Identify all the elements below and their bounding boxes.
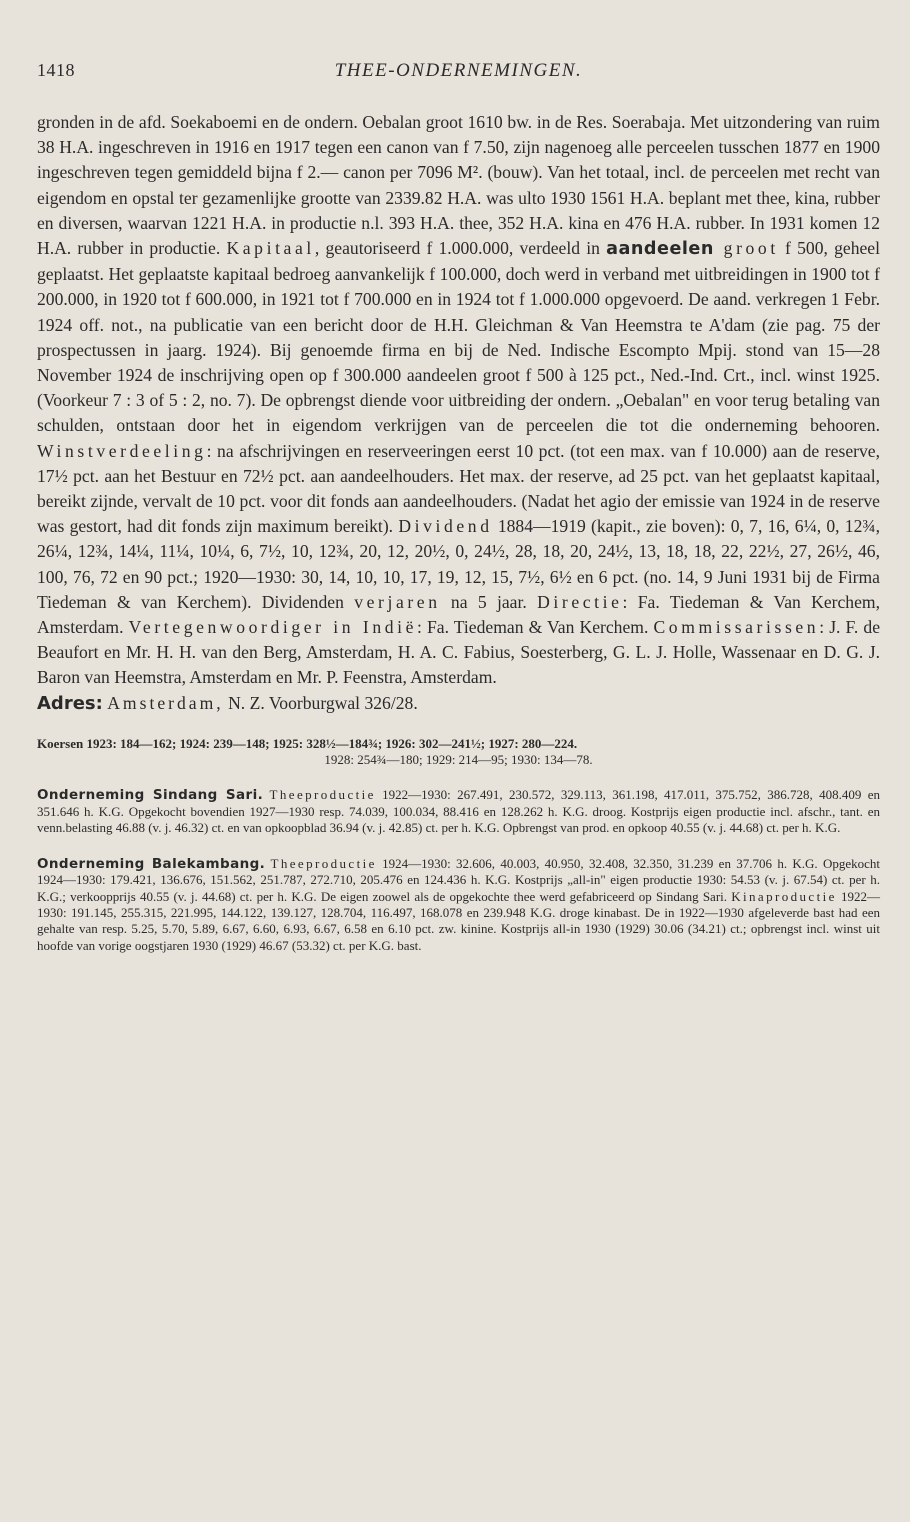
address-line [37,691,880,716]
kapitaal-label: Kapitaal [226,238,315,259]
text-segment: : Fa. Tiedeman & Van Kerchem. [417,617,654,638]
vertegenwoordiger-label: Vertegenwoordiger in Indië [128,617,418,638]
page-header [37,60,880,88]
aandeelen-label: aandeelen [606,239,714,260]
text-segment: : na afschrijvingen en reserveeringen eerst 10 pct. (tot een max. van f 10.000) aan de reserve, 17½ pct. aan het Bestuur en 72½ pct. aan aandeelhouders. Het max. der reserve, ad 25 pct. van het geplaatst kapitaal, bereikt zijnde, vervalt de 10 pct. voor dit fonds aan aandeelhouders. (Nadat het agio der emissie van 1924 in de reserve was gestort, had dit fonds zijn maximum bereikt). [37,440,880,537]
company-description [37,110,880,691]
text-segment: gronden in de afd. Soekaboemi en de ondern. Oebalan groot 1610 bw. in de Res. Soerabaja. Met uitzondering van ruim 38 H.A. ingeschreven in 1916 en 1917 tegen een canon van f 7.50, zijn nagenoeg alle perceelen tusschen 1877 en 1900 ingeschreven tegen gemiddeld bijna f 2.— canon per 7096 M². (bouw). Van het totaal, incl. de perceelen met recht van eigendom en opstal ter gezamenlijke grootte van 2339.82 H.A. was ulto 1930 1561 H.A. beplant met thee, kina, rubber en diversen, waarvan 1221 H.A. in productie n.l. 393 H.A. thee, 352 H.A. kina en 476 H.A. rubber. In 1931 komen 12 H.A. rubber in productie. [37,112,880,259]
winstverdeeling-label: Winstverdeeling [37,440,207,461]
verjaren-label: verjaren [354,591,441,612]
sindang-sari-section [37,787,880,836]
text-segment: f 500, geheel geplaatst. Het geplaatste kapitaal bedroeg aanvankelijk f 100.000, doch werd in verband met uitbreidingen in 1900 tot f 200.000, in 1920 tot f 600.000, in 1921 tot f 700.000 en in 1924 tot f 1.000.000 opgevoerd. De aand. verkregen 1 Febr. 1924 off. not., na publicatie van een bericht door de H.H. Gleichman & Van Heemstra te A'dam (zie pag. 75 der prospectussen in jaarg. 1924). Bij genoemde firma en bij de Ned. Indische Escompto Mpij. stond van 15—28 November 1924 de inschrijving open op f 300.000 aandeelen groot f 500 à 125 pct., Ned.-Ind. Crt., incl. winst 1925. (Voorkeur 7 : 3 of 5 : 2, no. 7). De opbrengst diende voor uitbreiding der ondern. „Oebalan" en voor terug betaling van schulden, ontstaan door het in eigendom verkrijgen van de perceelen die tot die onderneming behooren. [37,238,880,436]
kina-production-label: Kinaproductie [731,888,837,904]
balekambang-tea-production-label: Theeproductie [270,855,377,871]
text-segment: : J. F. de Beaufort en Mr. H. H. van den Berg, Amsterdam, H. A. C. Fabius, Soesterberg, G. L. J. Holle, Wassenaar en D. G. J. Baron van Heemstra, Amsterdam en Mr. P. Feenstra, Amsterdam. [37,617,881,688]
directie-label: Directie [537,591,623,612]
groot-label: groot [713,238,779,259]
address-label: Adres: [37,692,103,714]
text-segment: na 5 jaar. [440,591,538,612]
dividend-label: Dividend [398,516,493,537]
commissarissen-label: Commissarissen [653,617,820,638]
koersen-line-1: Koersen 1923: 184—162; 1924: 239—148; 1925: 328½—184¾; 1926: 302—241½; 1927: 280—224. [37,735,578,751]
balekambang-title: Onderneming Balekambang. [37,855,266,872]
text-segment: : Fa. Tiedeman & Van Kerchem, Amsterdam. [37,591,880,638]
sindang-sari-title: Onderneming Sindang Sari. [37,787,264,804]
address-street: N. Z. Voorburgwal 326/28. [223,692,418,713]
koersen-section [37,736,880,769]
balekambang-text-1: 1924—1930: 32.606, 40.003, 40.950, 32.408, 32.350, 31.239 en 37.706 h. K.G. Opgekocht 1924—1930: 179.421, 136.676, 151.562, 251.787, 272.710, 205.476 en 124.436 h. K.G. Kostprijs „all-in" eigen productie 1930: 54.53 (v. j. 67.54) ct. per h. K.G.; verkoopprijs 40.55 (v. j. 44.68) ct. per h. K.G. De eigen zoowel als de opgekochte thee werd gefabriceerd op Sindang Sari. [37,855,881,904]
text-segment: , geautoriseerd f 1.000.000, verdeeld in [314,238,607,259]
address-city: Amsterdam, [107,692,224,713]
koersen-line-2: 1928: 254¾—180; 1929: 214—95; 1930: 134—78. [324,752,593,768]
balekambang-text-2: 1922—1930: 191.145, 255.315, 221.995, 144.122, 139.127, 128.704, 116.497, 168.078 en 239.948 K.G. droge kinabast. De in 1922—1930 afgeleverde bast had een gehalte van resp. 5.25, 5.70, 5.89, 6.67, 6.60, 6.93, 6.67, 6.58 en 6.10 pct. zw. kinine. Kostprijs all-in 1930 (1929) 30.06 (34.21) ct.; opbrengst incl. winst uit hoofde van vorige oogstjaren 1930 (1929) 46.67 (53.32) ct. per K.G. bast. [37,888,881,953]
sindang-sari-text: 1922—1930: 267.491, 230.572, 329.113, 361.198, 417.011, 375.752, 386.728, 408.409 en 351.646 h. K.G. Opgekocht bovendien 1927—1930 resp. 74.039, 100.034, 88.416 en 128.262 h. K.G. droog. Kostprijs eigen productie incl. afschr., tant. en venn.belasting 46.88 (v. j. 46.32) ct. en van opkoopblad 36.94 (v. j. 42.85) ct. per h. K.G. Opbrengst van prod. en opkoop 40.55 (v. j. 44.68) ct. per h. K.G. [37,787,881,836]
text-segment: 1884—1919 (kapit., zie boven): 0, 7, 16, 6¼, 0, 12¾, 26¼, 12¾, 14¼, 11¼, 10¼, 6, 7½, 10, 12¾, 20, 12, 20½, 0, 24½, 28, 18, 20, 24½, 13, 18, 18, 22, 22½, 27, 26½, 46, 100, 76, 72 en 90 pct.; 1920—1930: 30, 14, 10, 10, 17, 19, 12, 15, 7½, 6½ en 6 pct. (no. 14, 9 Juni 1931 bij de Firma Tiedeman & van Kerchem). Dividenden [37,516,880,612]
running-title: THEE-ONDERNEMINGEN. [334,60,583,81]
balekambang-section [37,856,880,954]
sindang-tea-production-label: Theeproductie [269,787,376,803]
page-body [37,110,880,954]
page-number: 1418 [37,60,75,80]
